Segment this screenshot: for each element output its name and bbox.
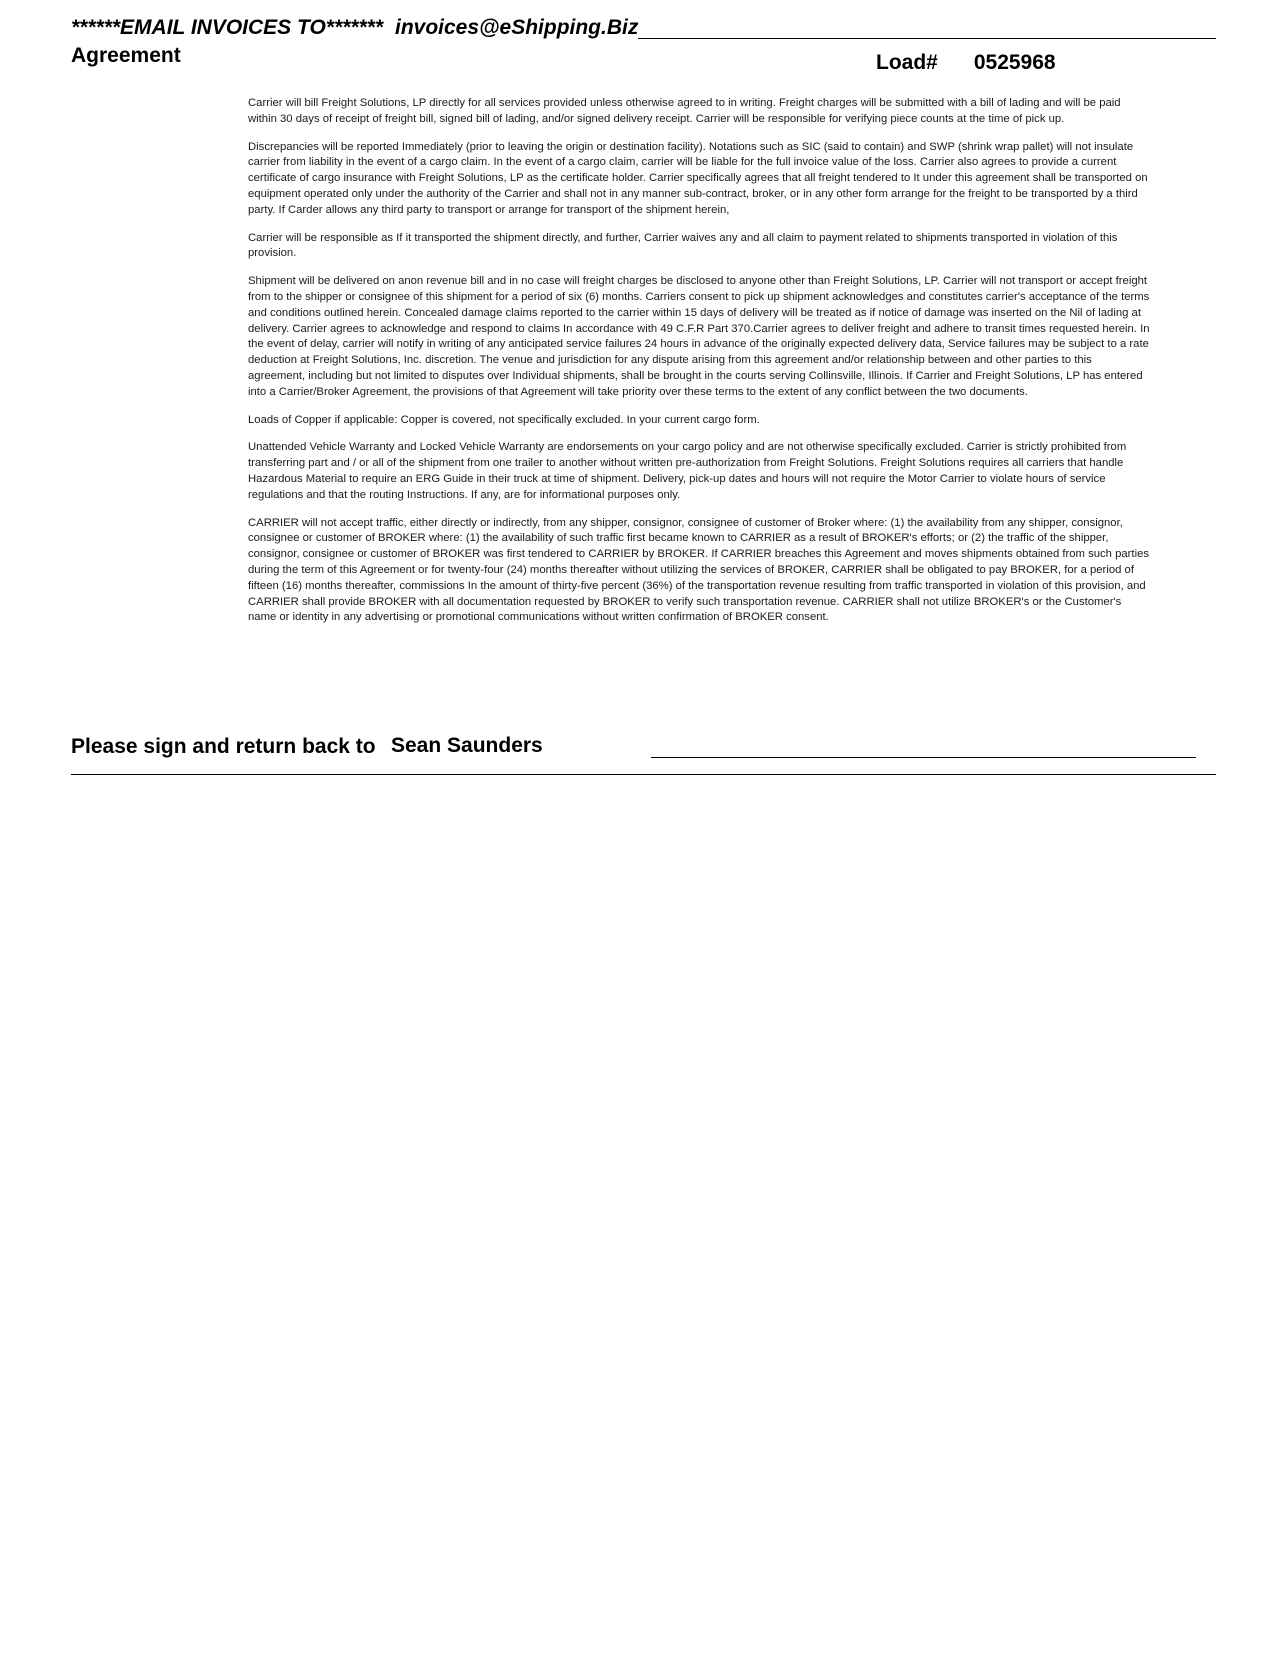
bottom-divider <box>71 774 1216 775</box>
terms-paragraph-warranty: Unattended Vehicle Warranty and Locked Vehicle Warranty are endorsements on your cargo policy and are not otherwise specifically excluded. Carrier is strictly prohibited from transferring part and / or all of the shipment from one trailer to another without written pre-authorization from Freight Solutions. Freight Solutions requires all carriers that handle Hazardous Material to require an ERG Guide in their truck at time of shipment. Delivery, pick-up dates and hours will not require the Motor Carrier to violate hours of service regulations and that the routing Instructions. If any, are for informational purposes only. <box>248 441 1127 501</box>
load-number: 0525968 <box>973 51 1056 74</box>
terms-paragraph-responsibility: Carrier will be responsible as If it transported the shipment directly, and further, Carrier waives any and all claim to payment related to shipments transported in violation of this provision. <box>248 231 1118 260</box>
invoice-email-address: invoices@eShipping.Biz <box>395 16 639 39</box>
terms-paragraph-discrepancies: Discrepancies will be reported Immediately (prior to leaving the origin or destination facility). Notations such as SIC (said to contain) and SWP (shrink wrap pallet) will not insulate carrier from liability in the event of a cargo claim. In the event of a cargo claim, carrier will be liable for the full invoice value of the loss. Carrier also agrees to provide a current certificate of cargo insurance with Freight Solutions, LP as the certificate holder. Carrier specifically agrees that all freight tendered to It under this agreement shall be transported on equipment operated only under the authority of the Carrier and shall not in any manner sub-contract, broker, or in any other form arrange for the freight to be transported by a third party. If Carder allows any third party to transport or arrange for transport of the shipment herein, <box>248 140 1148 216</box>
terms-paragraph-billing: Carrier will bill Freight Solutions, LP directly for all services provided unless otherwise agreed to in writing. Freight charges will be submitted with a bill of lading and will be paid within 30 days of receipt of freight bill, signed bill of lading, and/or signed delivery receipt. Carrier will be responsible for verifying piece counts at the time of pick up. <box>248 97 1121 125</box>
agreement-title: Agreement <box>71 44 181 67</box>
load-number-block <box>876 51 1056 75</box>
terms-paragraph-non-solicitation: CARRIER will not accept traffic, either directly or indirectly, from any shipper, consignor, consignee of customer of Broker where: (1) the availability from any shipper, consignor, consignee or customer of BROKER where: (1) the availability of such traffic first became known to CARRIER as a result of BROKER's efforts; or (2) the traffic of the shipper, consignor, consignee or customer of BROKER was first tendered to CARRIER by BROKER. If CARRIER breaches this Agreement and moves shipments obtained from such parties during the term of this Agreement or for twenty-four (24) months thereafter without utilizing the services of BROKER, CARRIER shall be obligated to pay BROKER, for a period of fifteen (16) months thereafter, commissions In the amount of thirty-five percent (36%) of the transportation revenue resulting from traffic transported in violation of this provision, and CARRIER shall provide BROKER with all documentation requested by BROKER to verify such transportation revenue. CARRIER shall not utilize BROKER's or the Customer's name or identity in any advertising or promotional communications without written confirmation of BROKER consent. <box>248 516 1150 624</box>
email-invoices-header <box>71 16 638 40</box>
sign-return-label: Please sign and return back to <box>71 735 376 758</box>
email-invoices-label: ******EMAIL INVOICES TO******* <box>71 16 383 39</box>
terms-paragraph-copper: Loads of Copper if applicable: Copper is covered, not specifically excluded. In your current cargo form. <box>248 413 760 426</box>
terms-paragraph-delivery: Shipment will be delivered on anon revenue bill and in no case will freight charges be disclosed to anyone other than Freight Solutions, LP. Carrier will not transport or accept freight from to the shipper or consignee of this shipment for a period of six (6) months. Carriers consent to pick up shipment acknowledges and constitutes carrier's acceptance of the terms and conditions outlined herein. Concealed damage claims reported to the carrier within 15 days of delivery will be treated as if notice of damage was inserted on the Nil of lading at delivery. Carrier agrees to acknowledge and respond to claims In accordance with 49 C.F.R Part 370.Carrier agrees to deliver freight and adhere to transit times requested herein. In the event of delay, carrier will notify in writing of any anticipated service failures 24 hours in advance of the originally expected delivery data, Service failures may be subject to a rate deduction at Freight Solutions, Inc. discretion. The venue and jurisdiction for any dispute arising from this agreement and/or relationship between and other parties to this agreement, including but not limited to disputes over Individual shipments, shall be brought in the courts serving Collinsville, Illinois. If Carrier and Freight Solutions, LP has entered into a Carrier/Broker Agreement, the provisions of that Agreement will take priority over these terms to the extent of any conflict between the two documents. <box>248 275 1150 398</box>
sign-return-name: Sean Saunders <box>391 734 543 757</box>
header-underline <box>638 38 1216 39</box>
load-label: Load# <box>876 51 938 74</box>
signature-line[interactable] <box>651 757 1196 758</box>
terms-body <box>248 96 1152 638</box>
